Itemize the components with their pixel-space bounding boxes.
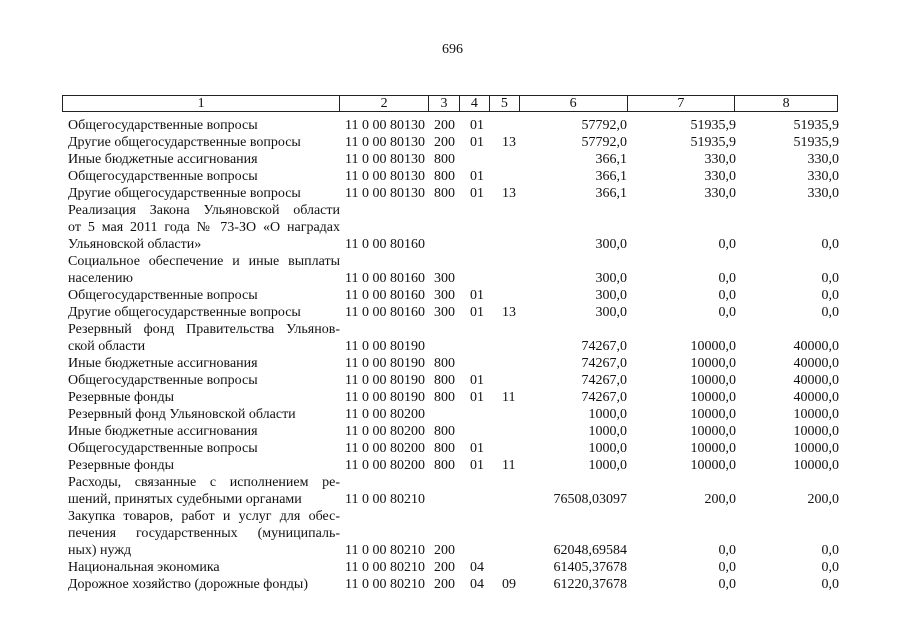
row-value-8: 0,0: [821, 271, 839, 286]
row-value-6: 62048,69584: [553, 543, 627, 558]
row-rz: 01: [470, 305, 484, 320]
row-value-8: 40000,0: [793, 339, 839, 354]
header-col-2: 2: [340, 96, 429, 111]
table-row: [0, 508, 905, 559]
row-pr: 13: [502, 305, 516, 320]
row-code: 11 0 00 80160: [345, 237, 425, 252]
row-name: [68, 304, 340, 321]
row-vr: 300: [434, 288, 455, 303]
row-value-8: 10000,0: [793, 424, 839, 439]
row-value-7: 330,0: [704, 169, 736, 184]
row-name-line: Ульяновской области»: [68, 237, 202, 252]
row-value-8: 0,0: [821, 288, 839, 303]
table-row: [0, 202, 905, 253]
row-pr: 13: [502, 186, 516, 201]
row-pr: 13: [502, 135, 516, 150]
row-code: 11 0 00 80130: [345, 169, 425, 184]
row-name-line: Расходы, связанные с исполнением ре-: [68, 475, 340, 490]
row-code: 11 0 00 80190: [345, 373, 425, 388]
row-name: [68, 117, 340, 134]
row-value-7: 200,0: [704, 492, 736, 507]
row-value-8: 0,0: [821, 560, 839, 575]
row-name-line: Общегосударственные вопросы: [68, 441, 258, 456]
row-value-8: 40000,0: [793, 373, 839, 388]
row-rz: 01: [470, 186, 484, 201]
table-row: [0, 389, 905, 406]
row-code: 11 0 00 80130: [345, 152, 425, 167]
row-vr: 800: [434, 186, 455, 201]
row-value-6: 366,1: [595, 186, 627, 201]
row-value-8: 10000,0: [793, 441, 839, 456]
row-name-line: Закупка товаров, работ и услуг для обес-: [68, 509, 340, 524]
row-name: [68, 287, 340, 304]
row-name: [68, 253, 340, 287]
row-name: [68, 168, 340, 185]
row-name-line: Дорожное хозяйство (дорожные фонды): [68, 577, 309, 592]
row-value-7: 0,0: [718, 560, 736, 575]
header-col-1: 1: [63, 96, 340, 111]
row-value-7: 10000,0: [690, 390, 736, 405]
row-name: [68, 474, 340, 508]
row-value-6: 1000,0: [588, 424, 627, 439]
row-name: [68, 559, 340, 576]
row-name: [68, 185, 340, 202]
row-value-6: 61405,37678: [553, 560, 627, 575]
header-col-7: 7: [628, 96, 736, 111]
row-rz: 01: [470, 169, 484, 184]
row-name-line: Резервный фонд Правительства Ульянов-: [68, 322, 340, 337]
row-value-6: 74267,0: [581, 339, 627, 354]
header-col-3: 3: [429, 96, 460, 111]
row-name: [68, 440, 340, 457]
row-value-6: 74267,0: [581, 356, 627, 371]
row-value-8: 0,0: [821, 543, 839, 558]
row-code: 11 0 00 80200: [345, 424, 425, 439]
table-row: [0, 134, 905, 151]
table-row: [0, 321, 905, 355]
row-name-line: Иные бюджетные ассигнования: [68, 356, 258, 371]
row-vr: 300: [434, 271, 455, 286]
row-vr: 200: [434, 543, 455, 558]
row-name-line: от 5 мая 2011 года № 73-ЗО «О наградах: [68, 220, 340, 235]
row-value-6: 76508,03097: [553, 492, 627, 507]
row-value-6: 300,0: [595, 237, 627, 252]
row-vr: 800: [434, 441, 455, 456]
table-row: [0, 117, 905, 134]
row-name-line: ных) нужд: [68, 543, 132, 558]
table-row: [0, 168, 905, 185]
row-name: [68, 321, 340, 355]
row-vr: 800: [434, 169, 455, 184]
table-row: [0, 185, 905, 202]
row-name-line: Резервные фонды: [68, 458, 175, 473]
row-value-8: 330,0: [807, 169, 839, 184]
row-name-line: печения государственных (муниципаль-: [68, 526, 340, 541]
row-value-7: 0,0: [718, 237, 736, 252]
row-code: 11 0 00 80130: [345, 186, 425, 201]
table-row: [0, 457, 905, 474]
row-name: [68, 457, 340, 474]
row-value-6: 74267,0: [581, 390, 627, 405]
header-col-5: 5: [490, 96, 520, 111]
row-code: 11 0 00 80190: [345, 356, 425, 371]
row-name: [68, 406, 340, 423]
row-name-line: Иные бюджетные ассигнования: [68, 152, 258, 167]
table-row: [0, 440, 905, 457]
row-value-8: 40000,0: [793, 356, 839, 371]
row-name: [68, 389, 340, 406]
row-value-7: 330,0: [704, 186, 736, 201]
row-vr: 200: [434, 560, 455, 575]
row-value-8: 51935,9: [793, 118, 839, 133]
table-row: [0, 474, 905, 508]
row-value-8: 0,0: [821, 305, 839, 320]
row-vr: 200: [434, 135, 455, 150]
row-value-7: 0,0: [718, 543, 736, 558]
row-vr: 800: [434, 390, 455, 405]
row-name: [68, 151, 340, 168]
row-name: [68, 423, 340, 440]
row-value-7: 51935,9: [690, 135, 736, 150]
table-row: [0, 372, 905, 389]
row-pr: 11: [502, 458, 516, 473]
page-number: 696: [442, 42, 463, 57]
row-rz: 04: [470, 577, 484, 592]
row-code: 11 0 00 80210: [345, 543, 425, 558]
table-row: [0, 406, 905, 423]
row-vr: 800: [434, 152, 455, 167]
row-value-7: 0,0: [718, 305, 736, 320]
row-value-6: 1000,0: [588, 441, 627, 456]
row-name-line: Национальная экономика: [68, 560, 220, 575]
row-value-6: 300,0: [595, 271, 627, 286]
row-value-8: 200,0: [807, 492, 839, 507]
row-value-6: 300,0: [595, 305, 627, 320]
row-name: [68, 508, 340, 559]
row-vr: 800: [434, 424, 455, 439]
row-name-line: Другие общегосударственные вопросы: [68, 135, 301, 150]
row-value-8: 10000,0: [793, 458, 839, 473]
row-code: 11 0 00 80210: [345, 560, 425, 575]
row-name-line: Общегосударственные вопросы: [68, 288, 258, 303]
row-name-line: Общегосударственные вопросы: [68, 169, 258, 184]
row-value-8: 10000,0: [793, 407, 839, 422]
row-code: 11 0 00 80160: [345, 305, 425, 320]
table-row: [0, 423, 905, 440]
table-row: [0, 559, 905, 576]
row-value-7: 330,0: [704, 152, 736, 167]
row-code: 11 0 00 80130: [345, 118, 425, 133]
table-row: [0, 576, 905, 593]
row-code: 11 0 00 80210: [345, 577, 425, 592]
row-value-7: 10000,0: [690, 356, 736, 371]
table-row: [0, 151, 905, 168]
row-name: [68, 202, 340, 253]
header-col-8: 8: [782, 96, 790, 111]
row-value-7: 51935,9: [690, 118, 736, 133]
row-name-line: Общегосударственные вопросы: [68, 118, 258, 133]
row-value-7: 0,0: [718, 288, 736, 303]
row-value-6: 366,1: [595, 152, 627, 167]
row-rz: 04: [470, 560, 484, 575]
row-value-8: 51935,9: [793, 135, 839, 150]
row-name-line: Резервный фонд Ульяновской области: [68, 407, 296, 422]
row-value-6: 57792,0: [581, 118, 627, 133]
row-name-line: Социальное обеспечение и иные выплаты: [68, 254, 340, 269]
header-col-6: 6: [520, 96, 628, 111]
row-vr: 200: [434, 118, 455, 133]
row-name: [68, 134, 340, 151]
row-rz: 01: [470, 135, 484, 150]
row-code: 11 0 00 80190: [345, 339, 425, 354]
row-value-7: 10000,0: [690, 373, 736, 388]
row-vr: 800: [434, 373, 455, 388]
row-name: [68, 576, 340, 593]
header-col-4: 4: [460, 96, 490, 111]
table-row: [0, 253, 905, 287]
row-name-line: Общегосударственные вопросы: [68, 373, 258, 388]
row-pr: 11: [502, 390, 516, 405]
row-name-line: ской области: [68, 339, 146, 354]
row-name-line: Другие общегосударственные вопросы: [68, 305, 301, 320]
row-code: 11 0 00 80160: [345, 271, 425, 286]
row-name-line: Реализация Закона Ульяновской области: [68, 203, 340, 218]
row-name-line: Иные бюджетные ассигнования: [68, 424, 258, 439]
row-value-6: 1000,0: [588, 458, 627, 473]
row-rz: 01: [470, 373, 484, 388]
row-value-7: 10000,0: [690, 458, 736, 473]
row-vr: 300: [434, 305, 455, 320]
row-rz: 01: [470, 390, 484, 405]
table-row: [0, 355, 905, 372]
row-value-6: 1000,0: [588, 407, 627, 422]
row-name-line: шений, принятых судебными органами: [68, 492, 302, 507]
row-value-8: 40000,0: [793, 390, 839, 405]
row-value-6: 74267,0: [581, 373, 627, 388]
row-value-6: 300,0: [595, 288, 627, 303]
row-name-line: Другие общегосударственные вопросы: [68, 186, 301, 201]
row-code: 11 0 00 80210: [345, 492, 425, 507]
row-rz: 01: [470, 458, 484, 473]
row-value-8: 0,0: [821, 237, 839, 252]
row-value-7: 10000,0: [690, 407, 736, 422]
row-rz: 01: [470, 118, 484, 133]
row-value-8: 330,0: [807, 186, 839, 201]
row-vr: 200: [434, 577, 455, 592]
table-row: [0, 304, 905, 321]
row-code: 11 0 00 80200: [345, 441, 425, 456]
row-vr: 800: [434, 458, 455, 473]
row-code: 11 0 00 80200: [345, 407, 425, 422]
row-name-line: населению: [68, 271, 133, 286]
row-value-7: 10000,0: [690, 339, 736, 354]
row-value-6: 366,1: [595, 169, 627, 184]
table-row: [0, 287, 905, 304]
row-pr: 09: [502, 577, 516, 592]
row-value-7: 10000,0: [690, 424, 736, 439]
row-rz: 01: [470, 441, 484, 456]
row-value-8: 0,0: [821, 577, 839, 592]
row-name: [68, 355, 340, 372]
row-value-7: 0,0: [718, 271, 736, 286]
row-value-7: 0,0: [718, 577, 736, 592]
row-value-6: 57792,0: [581, 135, 627, 150]
row-value-8: 330,0: [807, 152, 839, 167]
row-value-7: 10000,0: [690, 441, 736, 456]
row-name: [68, 372, 340, 389]
row-vr: 800: [434, 356, 455, 371]
row-name-line: Резервные фонды: [68, 390, 175, 405]
row-code: 11 0 00 80130: [345, 135, 425, 150]
row-rz: 01: [470, 288, 484, 303]
row-value-6: 61220,37678: [553, 577, 627, 592]
row-code: 11 0 00 80190: [345, 390, 425, 405]
row-code: 11 0 00 80160: [345, 288, 425, 303]
row-code: 11 0 00 80200: [345, 458, 425, 473]
